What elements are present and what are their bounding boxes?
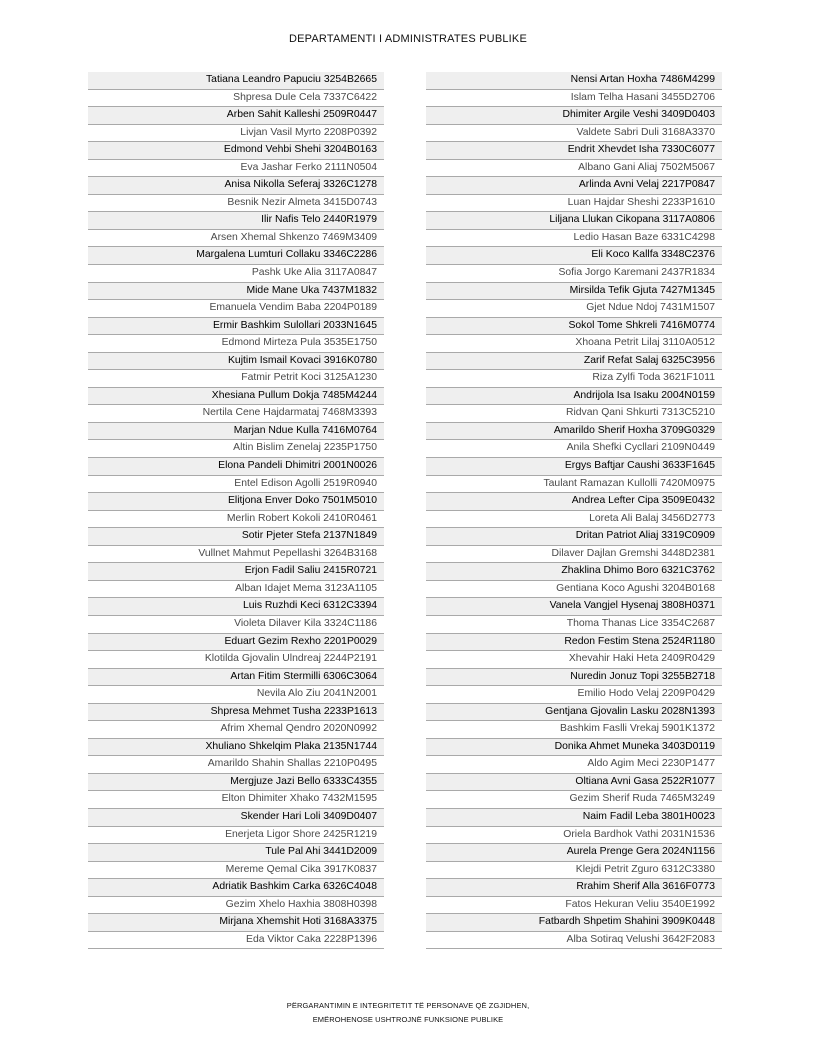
list-item: Elona Pandeli Dhimitri 2001N0026: [88, 458, 384, 476]
list-item: Tatiana Leandro Papuciu 3254B2665: [88, 72, 384, 90]
list-item: Eli Koco Kallfa 3348C2376: [426, 247, 722, 265]
list-item: Vanela Vangjel Hysenaj 3808H0371: [426, 598, 722, 616]
list-item: Mide Mane Uka 7437M1832: [88, 283, 384, 301]
list-item: Andrijola Isa Isaku 2004N0159: [426, 388, 722, 406]
footer-line-2: EMËROHENOSE USHTROJNË FUNKSIONE PUBLIKE: [312, 1015, 504, 1024]
list-item: Ledio Hasan Baze 6331C4298: [426, 230, 722, 248]
list-item: Luis Ruzhdi Keci 6312C3394: [88, 598, 384, 616]
list-item: Adriatik Bashkim Carka 6326C4048: [88, 879, 384, 897]
list-item: Mereme Qemal Cika 3917K0837: [88, 862, 384, 880]
list-item: Gjet Ndue Ndoj 7431M1507: [426, 300, 722, 318]
list-item: Oltiana Avni Gasa 2522R1077: [426, 774, 722, 792]
list-item: Klejdi Petrit Zguro 6312C3380: [426, 862, 722, 880]
list-item: Nensi Artan Hoxha 7486M4299: [426, 72, 722, 90]
list-item: Arben Sahit Kalleshi 2509R0447: [88, 107, 384, 125]
list-item: Oriela Bardhok Vathi 2031N1536: [426, 827, 722, 845]
list-item: Afrim Xhemal Qendro 2020N0992: [88, 721, 384, 739]
list-item: Luan Hajdar Sheshi 2233P1610: [426, 195, 722, 213]
list-item: Livjan Vasil Myrto 2208P0392: [88, 125, 384, 143]
list-item: Donika Ahmet Muneka 3403D0119: [426, 739, 722, 757]
list-item: Shpresa Mehmet Tusha 2233P1613: [88, 704, 384, 722]
list-item: Gentjana Gjovalin Lasku 2028N1393: [426, 704, 722, 722]
list-item: Sotir Pjeter Stefa 2137N1849: [88, 528, 384, 546]
list-item: Mirjana Xhemshit Hoti 3168A3375: [88, 914, 384, 932]
list-item: Arsen Xhemal Shkenzo 7469M3409: [88, 230, 384, 248]
list-item: Naim Fadil Leba 3801H0023: [426, 809, 722, 827]
list-item: Altin Bislim Zenelaj 2235P1750: [88, 440, 384, 458]
list-item: Dritan Patriot Aliaj 3319C0909: [426, 528, 722, 546]
list-item: Artan Fitim Stermilli 6306C3064: [88, 669, 384, 687]
list-item: Sofia Jorgo Karemani 2437R1834: [426, 265, 722, 283]
list-item: Alba Sotiraq Velushi 3642F2083: [426, 932, 722, 950]
list-item: Elitjona Enver Doko 7501M5010: [88, 493, 384, 511]
right-name-column: [426, 72, 722, 949]
list-item: Erjon Fadil Saliu 2415R0721: [88, 563, 384, 581]
list-item: Alban Idajet Mema 3123A1105: [88, 581, 384, 599]
list-item: Anisa Nikolla Seferaj 3326C1278: [88, 177, 384, 195]
list-item: Entel Edison Agolli 2519R0940: [88, 476, 384, 494]
list-item: Xhesiana Pullum Dokja 7485M4244: [88, 388, 384, 406]
list-item: Dhimiter Argile Veshi 3409D0403: [426, 107, 722, 125]
page-title: DEPARTAMENTI I ADMINISTRATES PUBLIKE: [288, 33, 528, 45]
list-item: Xhoana Petrit Lilaj 3110A0512: [426, 335, 722, 353]
list-item: Arlinda Avni Velaj 2217P0847: [426, 177, 722, 195]
list-item: Amarildo Sherif Hoxha 3709G0329: [426, 423, 722, 441]
list-item: Sokol Tome Shkreli 7416M0774: [426, 318, 722, 336]
list-item: Elton Dhimiter Xhako 7432M1595: [88, 791, 384, 809]
list-item: Skender Hari Loli 3409D0407: [88, 809, 384, 827]
list-item: Tule Pal Ahi 3441D2009: [88, 844, 384, 862]
list-item: Ergys Baftjar Caushi 3633F1645: [426, 458, 722, 476]
list-item: Loreta Ali Balaj 3456D2773: [426, 511, 722, 529]
list-item: Ermir Bashkim Sulollari 2033N1645: [88, 318, 384, 336]
list-item: Nertila Cene Hajdarmataj 7468M3393: [88, 405, 384, 423]
list-item: Xhuliano Shkelqim Plaka 2135N1744: [88, 739, 384, 757]
list-item: Shpresa Dule Cela 7337C6422: [88, 90, 384, 108]
list-item: Nuredin Jonuz Topi 3255B2718: [426, 669, 722, 687]
list-item: Ilir Nafis Telo 2440R1979: [88, 212, 384, 230]
list-item: Klotilda Gjovalin Ulndreaj 2244P2191: [88, 651, 384, 669]
list-item: Fatos Hekuran Veliu 3540E1992: [426, 897, 722, 915]
list-item: Taulant Ramazan Kullolli 7420M0975: [426, 476, 722, 494]
list-item: Pashk Uke Alia 3117A0847: [88, 265, 384, 283]
list-item: Riza Zylfi Toda 3621F1011: [426, 370, 722, 388]
list-item: Liljana Llukan Cikopana 3117A0806: [426, 212, 722, 230]
list-item: Fatmir Petrit Koci 3125A1230: [88, 370, 384, 388]
list-item: Rrahim Sherif Alla 3616F0773: [426, 879, 722, 897]
list-item: Merlin Robert Kokoli 2410R0461: [88, 511, 384, 529]
list-item: Valdete Sabri Duli 3168A3370: [426, 125, 722, 143]
list-item: Margalena Lumturi Collaku 3346C2286: [88, 247, 384, 265]
list-item: Dilaver Dajlan Gremshi 3448D2381: [426, 546, 722, 564]
list-item: Bashkim Faslli Vrekaj 5901K1372: [426, 721, 722, 739]
list-item: Eduart Gezim Rexho 2201P0029: [88, 634, 384, 652]
left-name-column: [88, 72, 384, 949]
list-item: Nevila Alo Ziu 2041N2001: [88, 686, 384, 704]
list-item: Mergjuze Jazi Bello 6333C4355: [88, 774, 384, 792]
list-item: Marjan Ndue Kulla 7416M0764: [88, 423, 384, 441]
list-item: Gentiana Koco Agushi 3204B0168: [426, 581, 722, 599]
list-item: Edmond Vehbi Shehi 3204B0163: [88, 142, 384, 160]
list-item: Emilio Hodo Velaj 2209P0429: [426, 686, 722, 704]
list-item: Zhaklina Dhimo Boro 6321C3762: [426, 563, 722, 581]
list-item: Aurela Prenge Gera 2024N1156: [426, 844, 722, 862]
list-item: Thoma Thanas Lice 3354C2687: [426, 616, 722, 634]
list-item: Violeta Dilaver Kila 3324C1186: [88, 616, 384, 634]
list-item: Eva Jashar Ferko 2111N0504: [88, 160, 384, 178]
list-item: Anila Shefki Cycllari 2109N0449: [426, 440, 722, 458]
list-item: Endrit Xhevdet Isha 7330C6077: [426, 142, 722, 160]
list-item: Ridvan Qani Shkurti 7313C5210: [426, 405, 722, 423]
list-item: Zarif Refat Salaj 6325C3956: [426, 353, 722, 371]
list-item: Albano Gani Aliaj 7502M5067: [426, 160, 722, 178]
list-item: Amarildo Shahin Shallas 2210P0495: [88, 756, 384, 774]
list-item: Aldo Agim Meci 2230P1477: [426, 756, 722, 774]
list-item: Gezim Sherif Ruda 7465M3249: [426, 791, 722, 809]
list-item: Emanuela Vendim Baba 2204P0189: [88, 300, 384, 318]
list-item: Islam Telha Hasani 3455D2706: [426, 90, 722, 108]
list-item: Xhevahir Haki Heta 2409R0429: [426, 651, 722, 669]
footer-line-1: PËRGARANTIMIN E INTEGRITETIT TË PERSONAVE QË ZGJIDHEN,: [286, 1001, 530, 1010]
list-item: Eda Viktor Caka 2228P1396: [88, 932, 384, 950]
list-item: Mirsilda Tefik Gjuta 7427M1345: [426, 283, 722, 301]
list-item: Besnik Nezir Almeta 3415D0743: [88, 195, 384, 213]
list-item: Gezim Xhelo Haxhia 3808H0398: [88, 897, 384, 915]
list-item: Kujtim Ismail Kovaci 3916K0780: [88, 353, 384, 371]
list-item: Vullnet Mahmut Pepellashi 3264B3168: [88, 546, 384, 564]
list-item: Enerjeta Ligor Shore 2425R1219: [88, 827, 384, 845]
list-item: Edmond Mirteza Pula 3535E1750: [88, 335, 384, 353]
list-item: Redon Festim Stena 2524R1180: [426, 634, 722, 652]
list-item: Fatbardh Shpetim Shahini 3909K0448: [426, 914, 722, 932]
list-item: Andrea Lefter Cipa 3509E0432: [426, 493, 722, 511]
page-footer: [0, 999, 816, 1027]
